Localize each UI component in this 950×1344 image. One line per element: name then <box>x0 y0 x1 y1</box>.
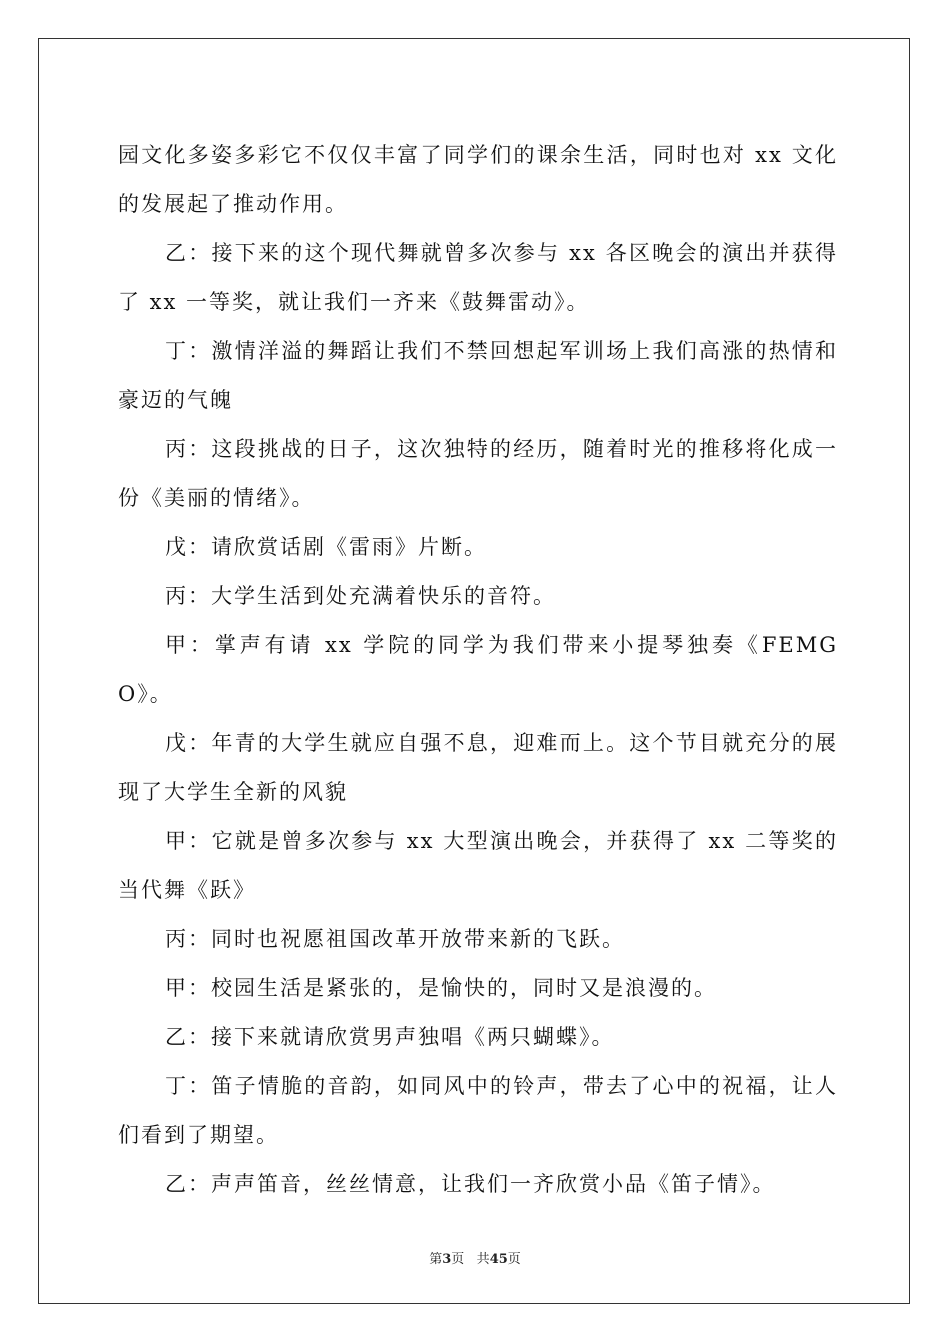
paragraph: 戊：请欣赏话剧《雷雨》片断。 <box>165 535 487 559</box>
footer-page-suffix: 页 <box>451 1252 465 1267</box>
footer-prefix: 第 <box>429 1252 443 1267</box>
paragraph: 乙：声声笛音，丝丝情意，让我们一齐欣赏小品《笛子情》。 <box>165 1172 776 1196</box>
paragraph: 丁：激情洋溢的舞蹈让我们不禁回想起军训场上我们高涨的热情和豪迈的气魄 <box>118 339 838 412</box>
paragraph: 丁：笛子情脆的音韵，如同风中的铃声，带去了心中的祝福，让人们看到了期望。 <box>118 1074 838 1147</box>
paragraph: 丙：这段挑战的日子，这次独特的经历，随着时光的推移将化成一份《美丽的情绪》。 <box>118 437 838 510</box>
total-pages: 45 <box>489 1252 508 1267</box>
paragraph: 甲：掌声有请 xx 学院的同学为我们带来小提琴独奏《FEMGO》。 <box>118 633 838 706</box>
paragraph: 甲：校园生活是紧张的，是愉快的，同时又是浪漫的。 <box>165 976 717 1000</box>
document-body <box>118 131 838 1209</box>
paragraph: 甲：它就是曾多次参与 xx 大型演出晚会，并获得了 xx 二等奖的当代舞《跃》 <box>118 829 838 902</box>
paragraph: 乙：接下来就请欣赏男声独唱《两只蝴蝶》。 <box>165 1025 615 1049</box>
page-footer <box>0 1248 950 1267</box>
paragraph: 丙：大学生活到处充满着快乐的音符。 <box>165 584 556 608</box>
paragraph: 乙：接下来的这个现代舞就曾多次参与 xx 各区晚会的演出并获得了 xx 一等奖，就让我们一齐来《鼓舞雷动》。 <box>118 241 838 314</box>
footer-total-prefix: 共 <box>476 1252 490 1267</box>
paragraph: 园文化多姿多彩它不仅仅丰富了同学们的课余生活，同时也对 xx 文化的发展起了推动作用。 <box>118 143 838 216</box>
paragraph: 丙：同时也祝愿祖国改革开放带来新的飞跃。 <box>165 927 625 951</box>
page-number: 3 <box>442 1252 452 1267</box>
paragraph: 戊：年青的大学生就应自强不息，迎难而上。这个节目就充分的展现了大学生全新的风貌 <box>118 731 838 804</box>
footer-total-suffix: 页 <box>507 1252 521 1267</box>
